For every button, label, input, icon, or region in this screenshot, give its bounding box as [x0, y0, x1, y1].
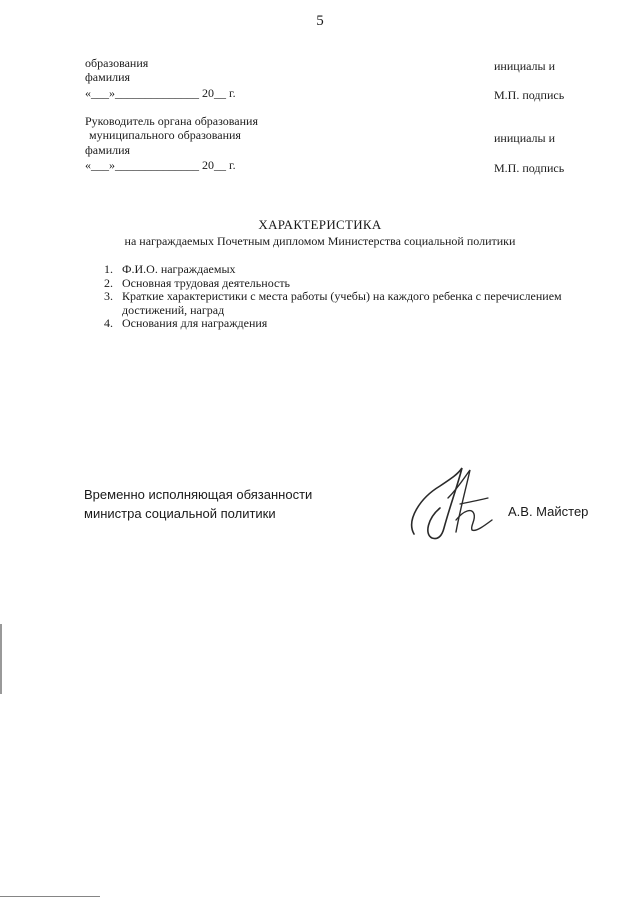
- block2-right-line2: М.П. подпись: [494, 161, 565, 175]
- block1-date-line: «___»______________ 20__ г.: [85, 86, 236, 100]
- list-item-text: Ф.И.О. награждаемых: [122, 262, 236, 276]
- characteristic-list: [104, 263, 614, 331]
- list-item: [104, 290, 614, 317]
- scan-edge-mark: [0, 896, 100, 897]
- handwritten-signature: [400, 458, 510, 548]
- block1-right-line1: инициалы и: [494, 59, 556, 73]
- list-item: [104, 317, 614, 331]
- signatory-position-line1: Временно исполняющая обязанности: [84, 487, 313, 502]
- block2-left-line2: муниципального образования: [89, 128, 241, 142]
- block1-left-line1: образования: [85, 56, 149, 70]
- list-item: [104, 277, 614, 291]
- block2-right-line1: инициалы и: [494, 131, 556, 145]
- page-number: 5: [316, 13, 324, 29]
- list-item-text: Основания для награждения: [122, 316, 268, 330]
- block2-date-line: «___»______________ 20__ г.: [85, 158, 236, 172]
- list-item-number: 2.: [104, 275, 113, 290]
- list-item: [104, 263, 614, 277]
- list-item-text: Основная трудовая деятельность: [122, 275, 291, 290]
- list-item-number: 3.: [104, 289, 113, 303]
- block1-left-line2: фамилия: [85, 70, 131, 84]
- list-item-number: 1.: [104, 262, 113, 276]
- block2-left-line3: фамилия: [85, 143, 131, 157]
- signatory-position-line2: министра социальной политики: [84, 506, 276, 521]
- list-item-number: 4.: [104, 316, 113, 330]
- signatory-name: А.В. Майстер: [508, 504, 589, 519]
- characteristic-subtitle: на награждаемых Почетным дипломом Министерства социальной политики: [124, 234, 516, 248]
- scan-edge-mark: [0, 624, 2, 694]
- block2-left-line1: Руководитель органа образования: [85, 114, 258, 128]
- list-item-text: Краткие характеристики с места работы (учебы) на каждого ребенка с перечислением: [122, 289, 562, 303]
- characteristic-title: ХАРАКТЕРИСТИКА: [258, 217, 382, 232]
- block1-right-line2: М.П. подпись: [494, 88, 565, 102]
- signatory-position: [84, 485, 312, 523]
- list-item-text-continuation: достижений, наград: [122, 302, 225, 317]
